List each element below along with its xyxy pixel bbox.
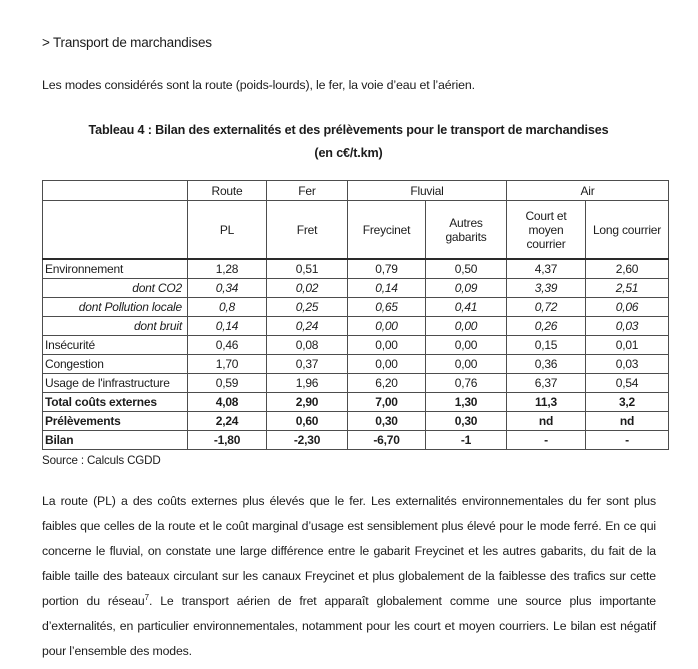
cell-value: 0,26 (507, 317, 586, 336)
cell-value: -1 (426, 431, 507, 450)
row-label: Bilan (43, 431, 188, 450)
row-label: Prélèvements (43, 412, 188, 431)
cell-value: -2,30 (267, 431, 348, 450)
col-group-fer: Fer (267, 181, 348, 201)
cell-value: 0,76 (426, 374, 507, 393)
cell-value: 0,00 (426, 355, 507, 374)
col-header-fret: Fret (267, 201, 348, 260)
cell-value: - (586, 431, 669, 450)
row-label: Environnement (43, 259, 188, 279)
col-header-court-moyen-courrier: Court et moyen courrier (507, 201, 586, 260)
cell-value: 0,24 (267, 317, 348, 336)
paragraph-text-after-note: . Le transport aérien de fret apparaît globalement comme une source plus importante d’externalités, en particulier environnementales, notamment pour les court et moyen courriers. Le bilan est négatif pour l’ensemble des modes. (42, 594, 656, 658)
cell-value: 2,51 (586, 279, 669, 298)
cell-value: 0,06 (586, 298, 669, 317)
cell-value: 0,65 (348, 298, 426, 317)
col-group-fluvial: Fluvial (348, 181, 507, 201)
row-label: dont Pollution locale (43, 298, 188, 317)
row-label: dont CO2 (43, 279, 188, 298)
col-header-autres-gabarits: Autres gabarits (426, 201, 507, 260)
cell-value: 11,3 (507, 393, 586, 412)
cell-value: 0,14 (188, 317, 267, 336)
cell-value: 1,96 (267, 374, 348, 393)
cell-value: 1,28 (188, 259, 267, 279)
footnote-marker: 7 (144, 592, 149, 602)
cell-value: 0,51 (267, 259, 348, 279)
table-row-bilan (43, 431, 669, 450)
col-group-route: Route (188, 181, 267, 201)
cell-value: 4,08 (188, 393, 267, 412)
table-row-total-couts-externes (43, 393, 669, 412)
cell-value: 6,20 (348, 374, 426, 393)
cell-value: 0,09 (426, 279, 507, 298)
cell-value: 2,90 (267, 393, 348, 412)
cell-value: 0,37 (267, 355, 348, 374)
corner-cell (43, 201, 188, 260)
table-title: Tableau 4 : Bilan des externalités et des prélèvements pour le transport de marchandises (88, 123, 609, 137)
row-label: dont bruit (43, 317, 188, 336)
cell-value: nd (586, 412, 669, 431)
intro-text: Les modes considérés sont la route (poids-lourds), le fer, la voie d’eau et l’aérien. (42, 78, 475, 92)
cell-value: 0,00 (348, 336, 426, 355)
cell-value: 0,00 (348, 355, 426, 374)
cell-value: 0,02 (267, 279, 348, 298)
col-header-freycinet: Freycinet (348, 201, 426, 260)
paragraph-text-before-note: La route (PL) a des coûts externes plus élevés que le fer. Les externalités environnementales du fer sont plus faibles que celles de la route et le coût marginal d’usage est sensiblement plus élevé pour le mode ferré. En ce qui concerne le fluvial, on constate une large différence entre le gabarit Freycinet et les autres gabarits, du fait de la faible taille des bateaux circulant sur les canaux Freycinet et plus globalement de la faiblesse des trafics sur cette portion du réseau (42, 494, 656, 608)
col-header-long-courrier: Long courrier (586, 201, 669, 260)
cell-value: 1,70 (188, 355, 267, 374)
cell-value: 0,01 (586, 336, 669, 355)
section-heading: > Transport de marchandises (42, 35, 212, 50)
cell-value: 0,00 (348, 317, 426, 336)
row-label: Total coûts externes (43, 393, 188, 412)
cell-value: 0,8 (188, 298, 267, 317)
table-row-dont-bruit (43, 317, 669, 336)
table-row-environnement (43, 259, 669, 279)
cell-value: 0,00 (426, 317, 507, 336)
cell-value: 0,25 (267, 298, 348, 317)
cell-value: 3,2 (586, 393, 669, 412)
cell-value: -6,70 (348, 431, 426, 450)
cell-value: 0,15 (507, 336, 586, 355)
cell-value: 0,79 (348, 259, 426, 279)
table-row-insecurite (43, 336, 669, 355)
cell-value: 0,08 (267, 336, 348, 355)
externalities-table (42, 180, 669, 450)
cell-value: -1,80 (188, 431, 267, 450)
cell-value: 4,37 (507, 259, 586, 279)
corner-cell (43, 181, 188, 201)
cell-value: 2,24 (188, 412, 267, 431)
row-label: Congestion (43, 355, 188, 374)
cell-value: 2,60 (586, 259, 669, 279)
table-row-dont-pollution-locale (43, 298, 669, 317)
cell-value: 0,46 (188, 336, 267, 355)
row-label: Insécurité (43, 336, 188, 355)
cell-value: 0,03 (586, 317, 669, 336)
cell-value: 0,30 (348, 412, 426, 431)
cell-value: 0,72 (507, 298, 586, 317)
cell-value: 0,41 (426, 298, 507, 317)
col-header-pl: PL (188, 201, 267, 260)
table-row-usage-infrastructure (43, 374, 669, 393)
table-row-prelevements (43, 412, 669, 431)
cell-value: 3,39 (507, 279, 586, 298)
cell-value: 0,34 (188, 279, 267, 298)
cell-value: 0,60 (267, 412, 348, 431)
table-title-block (42, 119, 655, 165)
table-group-header-row (43, 181, 669, 201)
table-subheader-row (43, 201, 669, 260)
cell-value: 0,50 (426, 259, 507, 279)
cell-value: 6,37 (507, 374, 586, 393)
row-label: Usage de l'infrastructure (43, 374, 188, 393)
table-subtitle: (en c€/t.km) (314, 146, 383, 160)
cell-value: 0,54 (586, 374, 669, 393)
table-row-dont-co2 (43, 279, 669, 298)
cell-value: 0,14 (348, 279, 426, 298)
cell-value: 0,36 (507, 355, 586, 374)
cell-value: - (507, 431, 586, 450)
table-row-congestion (43, 355, 669, 374)
cell-value: 0,00 (426, 336, 507, 355)
cell-value: 7,00 (348, 393, 426, 412)
cell-value: 0,30 (426, 412, 507, 431)
cell-value: nd (507, 412, 586, 431)
cell-value: 0,59 (188, 374, 267, 393)
cell-value: 0,03 (586, 355, 669, 374)
col-group-air: Air (507, 181, 669, 201)
cell-value: 1,30 (426, 393, 507, 412)
source-note: Source : Calculs CGDD (42, 454, 161, 467)
body-paragraph (42, 489, 656, 664)
